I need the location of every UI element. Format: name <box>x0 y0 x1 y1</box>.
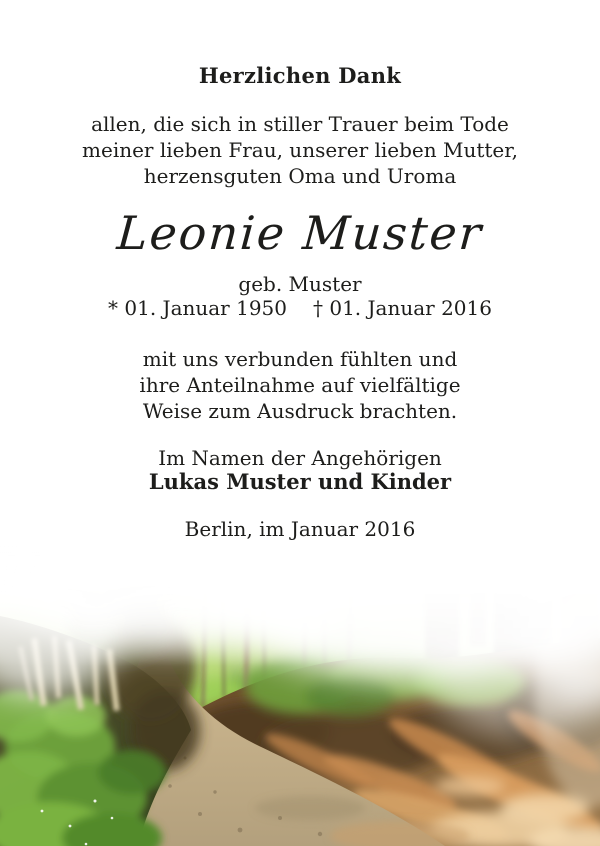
family-signature: Lukas Muster und Kinder <box>148 469 452 494</box>
place-date: Berlin, im Januar 2016 <box>184 517 416 541</box>
on-behalf-text: Im Namen der Angehörigen <box>158 446 442 470</box>
deceased-name: Leonie Muster <box>115 206 485 260</box>
thanks-line: ihre Anteilnahme auf vielfältige <box>139 373 461 397</box>
thanks-line: mit uns verbunden fühlten und <box>142 347 458 371</box>
death-date: † 01. Januar 2016 <box>313 296 492 320</box>
intro-line: meiner lieben Frau, unserer lieben Mutter, <box>82 138 518 162</box>
maiden-name: geb. Muster <box>238 272 362 296</box>
intro-text <box>0 111 600 189</box>
intro-line: herzensguten Oma und Uroma <box>143 164 457 188</box>
birth-date: * 01. Januar 1950 <box>108 296 287 320</box>
life-dates <box>0 296 600 320</box>
card-title: Herzlichen Dank <box>198 63 402 88</box>
thanks-text <box>0 346 600 424</box>
intro-line: allen, die sich in stiller Trauer beim Tode <box>91 112 509 136</box>
thanks-line: Weise zum Ausdruck brachten. <box>142 399 458 423</box>
forest-path-photo <box>0 546 600 846</box>
